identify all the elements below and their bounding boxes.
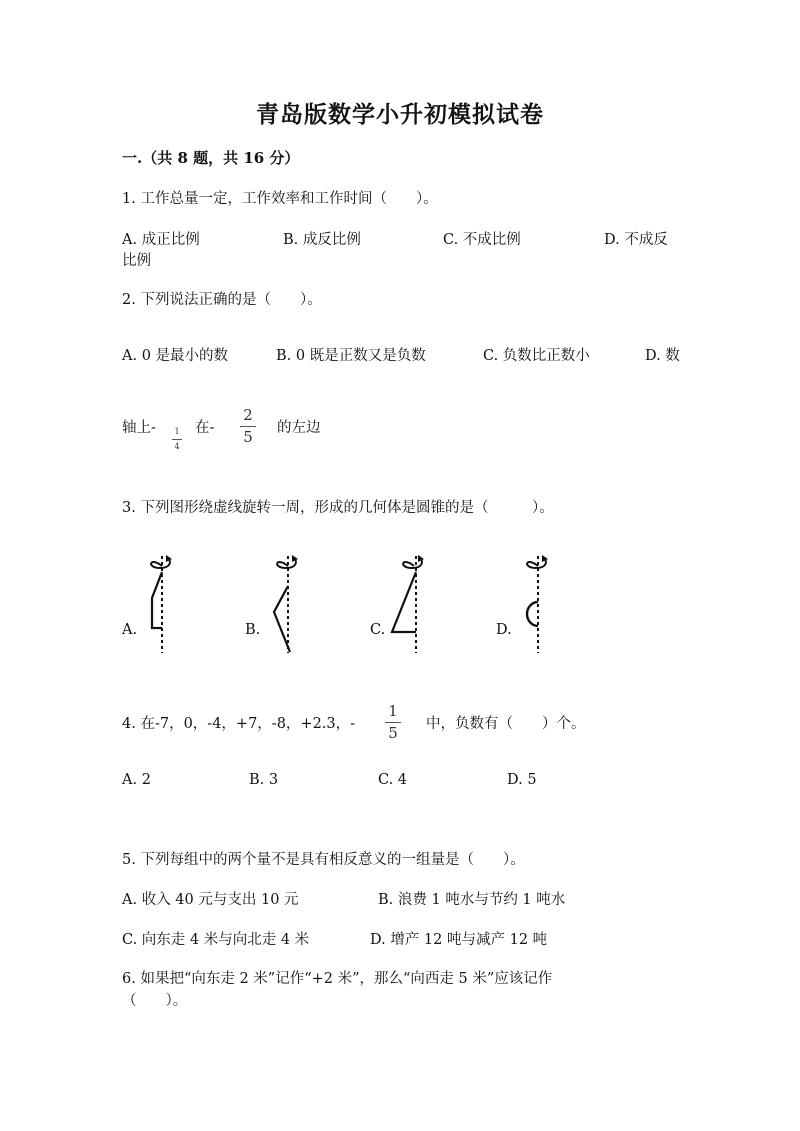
q4-option-a: A. 2 bbox=[122, 772, 151, 788]
q5-option-b: B. 浪费 1 吨水与节约 1 吨水 bbox=[378, 892, 566, 908]
q2-fraction-2-numerator: 2 bbox=[243, 406, 253, 424]
q2-fraction-2-denominator: 5 bbox=[243, 428, 253, 446]
q5-option-c: C. 向东走 4 米与向北走 4 米 bbox=[122, 932, 310, 948]
fraction-bar bbox=[240, 426, 256, 427]
q2-stem: 2. 下列说法正确的是（ ）。 bbox=[122, 292, 322, 308]
q3-figure-c bbox=[388, 550, 428, 655]
q2-option-c: C. 负数比正数小 bbox=[483, 348, 590, 364]
q6-stem-cont: （ ）。 bbox=[122, 993, 188, 1009]
q2-fraction-1 bbox=[172, 428, 182, 451]
q2-option-d: D. 数 bbox=[645, 348, 680, 364]
q4-fraction-denominator: 5 bbox=[388, 724, 398, 742]
section-heading: 一.（共 8 题，共 16 分） bbox=[122, 149, 300, 167]
q1-option-c: C. 不成比例 bbox=[443, 232, 521, 248]
q4-stem: 4. 在-7，0，-4，+7，-8，+2.3，- bbox=[122, 716, 356, 732]
q4-fraction bbox=[385, 704, 401, 741]
q2-line2-mid: 在- bbox=[195, 420, 215, 436]
q2-line2-prefix: 轴上- bbox=[122, 420, 156, 436]
q4-option-b: B. 3 bbox=[249, 772, 279, 788]
q3-option-d: D. bbox=[496, 622, 512, 638]
q3-figure-a bbox=[136, 550, 176, 655]
q2-option-a: A. 0 是最小的数 bbox=[122, 348, 229, 364]
q1-option-b: B. 成反比例 bbox=[283, 232, 361, 248]
q5-option-d: D. 增产 12 吨与减产 12 吨 bbox=[370, 932, 548, 948]
q5-option-a: A. 收入 40 元与支出 10 元 bbox=[122, 892, 299, 908]
q2-fraction-1-denominator: 4 bbox=[174, 442, 180, 451]
q3-figure-d bbox=[514, 550, 554, 655]
fraction-bar bbox=[172, 439, 182, 440]
q2-fraction-2 bbox=[240, 408, 256, 445]
q3-figure-b bbox=[262, 550, 302, 655]
q1-option-a: A. 成正比例 bbox=[122, 232, 200, 248]
q3-option-c: C. bbox=[370, 622, 386, 638]
q3-option-a: A. bbox=[122, 622, 138, 638]
q6-stem: 6. 如果把“向东走 2 米”记作“+2 米”，那么“向西走 5 米”应该记作 bbox=[122, 971, 553, 987]
q4-stem-tail: 中，负数有（ ）个。 bbox=[426, 716, 586, 732]
q2-line2-suffix: 的左边 bbox=[277, 420, 321, 436]
q4-option-d: D. 5 bbox=[507, 772, 537, 788]
q3-stem: 3. 下列图形绕虚线旋转一周，形成的几何体是圆锥的是（ ）。 bbox=[122, 500, 554, 516]
page-title: 青岛版数学小升初模拟试卷 bbox=[256, 101, 544, 128]
q3-option-b: B. bbox=[245, 622, 261, 638]
q5-stem: 5. 下列每组中的两个量不是具有相反意义的一组量是（ ）。 bbox=[122, 852, 525, 868]
q1-option-d: D. 不成反 bbox=[604, 232, 668, 248]
q4-option-c: C. 4 bbox=[378, 772, 408, 788]
q4-fraction-numerator: 1 bbox=[388, 702, 398, 720]
q1-option-d-cont: 比例 bbox=[122, 253, 151, 269]
q1-stem: 1. 工作总量一定，工作效率和工作时间（ ）。 bbox=[122, 191, 438, 207]
q2-fraction-1-numerator: 1 bbox=[174, 427, 180, 436]
fraction-bar bbox=[385, 722, 401, 723]
q2-option-b: B. 0 既是正数又是负数 bbox=[276, 348, 426, 364]
